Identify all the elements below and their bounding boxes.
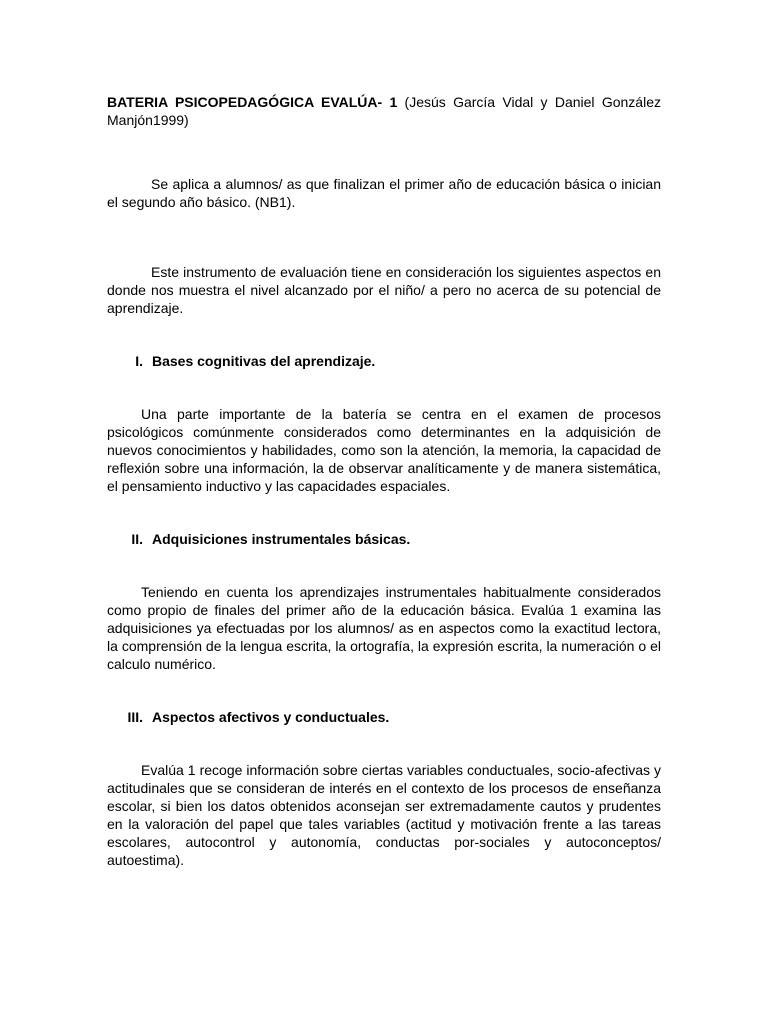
section-numeral-1: I. (135, 353, 143, 369)
intro-paragraph-1: Se aplica a alumnos/ as que finalizan el primer año de educación básica o inician el segundo año básico. (NB1). (107, 176, 661, 210)
section-title-1: Bases cognitivas del aprendizaje. (152, 353, 376, 369)
section-heading-2 (107, 530, 661, 548)
section-title-3: Aspectos afectivos y conductuales. (152, 709, 390, 725)
section-body-1: Una parte importante de la batería se centra en el examen de procesos psicológicos comúnmente considerados como determinantes en la adquisición de nuevos conocimientos y habilidades, como son la atención, la memoria, la capacidad de reflexión sobre una información, la de observar analíticamente y de manera sistemática, el pensamiento inductivo y las capacidades espaciales. (107, 406, 661, 494)
document-title-authors: (Jesús García Vidal y Daniel González Manjón1999) (107, 94, 661, 128)
intro-paragraph-2: Este instrumento de evaluación tiene en consideración los siguientes aspectos en donde nos muestra el nivel alcanzado por el niño/ a pero no acerca de su potencial de aprendizaje. (107, 264, 661, 316)
document-body (107, 93, 661, 869)
section-heading-3 (107, 708, 661, 726)
section-body-2: Teniendo en cuenta los aprendizajes instrumentales habitualmente considerados como propio de finales del primer año de la educación básica. Evalúa 1 examina las adquisiciones ya efectuadas por los alumnos/ as en aspectos como la exactitud lectora, la comprensión de la lengua escrita, la ortografía, la expresión escrita, la numeración o el calculo numérico. (107, 584, 661, 672)
section-body-3: Evalúa 1 recoge información sobre ciertas variables conductuales, socio-afectivas y actitudinales que se consideran de interés en el contexto de los procesos de enseñanza escolar, si bien los datos obtenidos aconsejan ser extremadamente cautos y prudentes en la valoración del papel que tales variables (actitud y motivación frente a las tareas escolares, autocontrol y autonomía, conductas por-sociales y autoconceptos/ autoestima). (107, 762, 661, 868)
section-numeral-3: III. (127, 709, 143, 725)
document-title-bold: BATERIA PSICOPEDAGÓGICA EVALÚA- 1 (107, 94, 398, 110)
document-title (107, 93, 661, 129)
section-title-2: Adquisiciones instrumentales básicas. (152, 531, 411, 547)
section-numeral-2: II. (131, 531, 143, 547)
section-heading-1 (107, 352, 661, 370)
